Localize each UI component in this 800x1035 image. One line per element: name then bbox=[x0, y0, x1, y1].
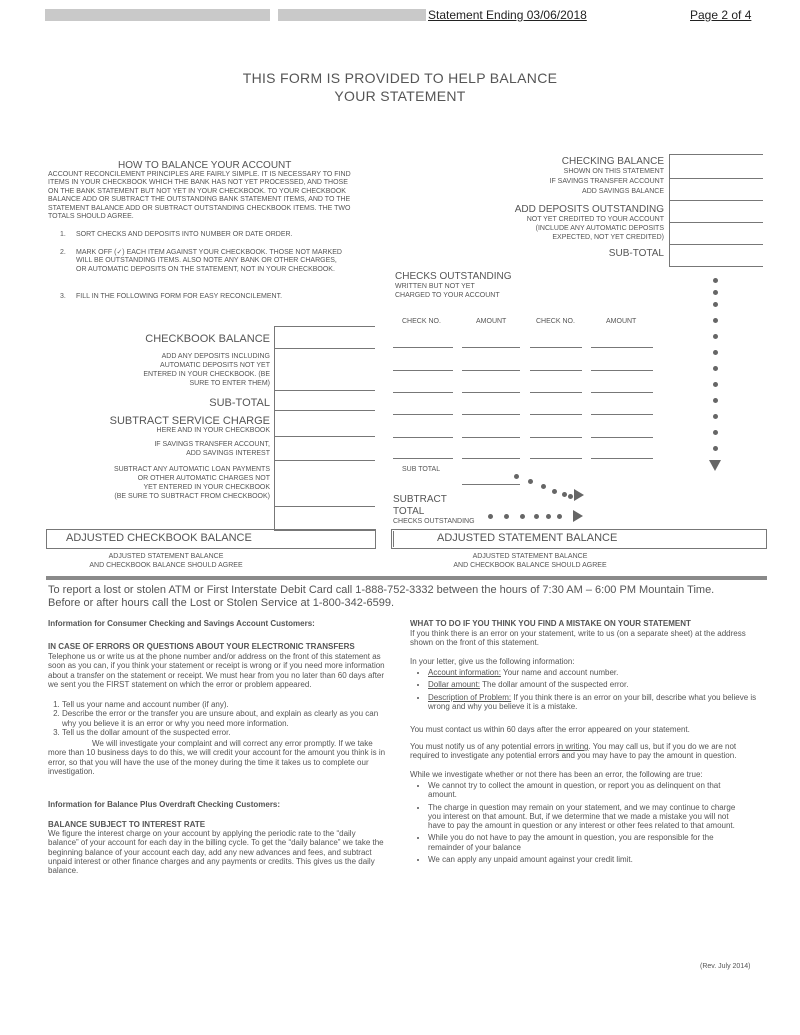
check-row-2-amt[interactable] bbox=[462, 370, 520, 371]
arrow-right-icon-1 bbox=[574, 489, 584, 501]
check-row-4-amt[interactable] bbox=[462, 414, 520, 415]
info-item-1 bbox=[428, 668, 762, 677]
dot-arrow-down-2 bbox=[713, 290, 718, 295]
note-right-a: ADJUSTED STATEMENT BALANCE bbox=[472, 553, 588, 560]
note-right-b: AND CHECKBOOK BALANCE SHOULD AGREE bbox=[453, 562, 607, 569]
dot-diag-3 bbox=[541, 484, 546, 489]
total-label: TOTAL bbox=[393, 506, 425, 517]
how-to-step-2: MARK OFF (✓) EACH ITEM AGAINST YOUR CHECKBOOK. THOSE NOT MARKED WILL BE OUTSTANDING ITEMS. ALSO NOTE ANY BANK OR OTHER CHARGES, OR AUTOMATIC DEPOSITS ON THE STATEMENT, NOT IN YOUR CHECKBOOK. bbox=[76, 249, 342, 273]
check-row-1-no[interactable] bbox=[393, 347, 453, 348]
right-box-vline bbox=[669, 154, 670, 266]
subtract-label: SUBTRACT bbox=[393, 494, 447, 505]
dot-row-6 bbox=[557, 514, 562, 519]
while-item-1: • We cannot try to collect the amount in question, or report you as delinquent on that amount. bbox=[428, 781, 748, 800]
dot-row-1 bbox=[488, 514, 493, 519]
checkbook-balance-label: CHECKBOOK BALANCE bbox=[145, 333, 270, 345]
right-box-line-1 bbox=[669, 154, 763, 155]
info-item-2-label: Dollar amount: bbox=[428, 680, 481, 690]
check-row-3-amt[interactable] bbox=[462, 392, 520, 393]
loan-payments-field[interactable] bbox=[274, 506, 375, 507]
subtract-service-charge-label: SUBTRACT SERVICE CHARGE bbox=[109, 415, 270, 427]
lost-card-line1: To report a lost or stolen ATM or First Interstate Debit Card call 1-888-752-3332 between the hours of 7:30 AM – 6:00 PM Mountain Time. bbox=[48, 584, 715, 596]
errors-heading: IN CASE OF ERRORS OR QUESTIONS ABOUT YOUR ELECTRONIC TRANSFERS bbox=[48, 642, 355, 651]
dot-diag-1 bbox=[514, 474, 519, 479]
left-sub-total-field[interactable] bbox=[274, 410, 375, 411]
checks-sub-total-label: SUB TOTAL bbox=[402, 466, 441, 473]
dot-arrow-down-8 bbox=[713, 382, 718, 387]
dot-arrow-down-11 bbox=[713, 430, 718, 435]
checks-outstanding-heading: CHECKS OUTSTANDING bbox=[395, 271, 512, 282]
while-item-3: • While you do not have to pay the amount in question, you are responsible for the remainder of your balance bbox=[428, 833, 748, 852]
right-sub-total-field[interactable] bbox=[669, 266, 763, 267]
errors-item-2: 2. Describe the error or the transfer you are unsure about, and explain as clearly as you can why you believe it is an error or why you need more information. bbox=[62, 709, 388, 728]
check-row-4-no[interactable] bbox=[393, 414, 453, 415]
mistake-info-list bbox=[400, 668, 762, 714]
how-to-heading: HOW TO BALANCE YOUR ACCOUNT bbox=[118, 160, 292, 171]
dot-diag-2 bbox=[528, 479, 533, 484]
info-item-2 bbox=[428, 680, 762, 689]
mistake-contact: You must contact us within 60 days after the error appeared on your statement. bbox=[410, 725, 690, 734]
check-row-6-no2[interactable] bbox=[530, 458, 582, 459]
note-left-b: AND CHECKBOOK BALANCE SHOULD AGREE bbox=[89, 562, 243, 569]
dot-row-2 bbox=[504, 514, 509, 519]
section-divider bbox=[46, 576, 767, 580]
check-row-4-amt2[interactable] bbox=[591, 414, 653, 415]
dot-arrow-down-7 bbox=[713, 366, 718, 371]
how-to-step-1: SORT CHECKS AND DEPOSITS INTO NUMBER OR DATE ORDER. bbox=[76, 231, 293, 238]
check-row-2-amt2[interactable] bbox=[591, 370, 653, 371]
how-to-step-3: FILL IN THE FOLLOWING FORM FOR EASY RECONCILEMENT. bbox=[76, 293, 283, 300]
checkbook-balance-field[interactable] bbox=[274, 348, 375, 349]
dot-row-4 bbox=[534, 514, 539, 519]
page-number-label: Page 2 of 4 bbox=[690, 8, 752, 22]
left-sub-total-label: SUB-TOTAL bbox=[209, 397, 270, 409]
dot-diag-6 bbox=[568, 494, 573, 499]
check-row-3-amt2[interactable] bbox=[591, 392, 653, 393]
left-box-vline bbox=[274, 326, 275, 530]
check-row-1-amt2[interactable] bbox=[591, 347, 653, 348]
checks-sub-total-field[interactable] bbox=[462, 484, 520, 485]
loan-payments-line1: SUBTRACT ANY AUTOMATIC LOAN PAYMENTS bbox=[114, 466, 270, 473]
note-left-a: ADJUSTED STATEMENT BALANCE bbox=[108, 553, 224, 560]
dot-diag-4 bbox=[552, 489, 557, 494]
checking-balance-label: CHECKING BALANCE bbox=[561, 156, 664, 167]
add-savings-balance-label: ADD SAVINGS BALANCE bbox=[582, 188, 664, 195]
overdraft-heading: Information for Balance Plus Overdraft Checking Customers: bbox=[48, 800, 281, 809]
revision-label: (Rev. July 2014) bbox=[700, 963, 751, 970]
checks-outstanding-sub1: WRITTEN BUT NOT YET bbox=[395, 283, 475, 290]
loan-payments-line3: YET ENTERED IN YOUR CHECKBOOK bbox=[143, 484, 270, 491]
here-and-in-checkbook-label: HERE AND IN YOUR CHECKBOOK bbox=[156, 427, 270, 434]
check-row-4-no2[interactable] bbox=[530, 414, 582, 415]
check-row-3-no[interactable] bbox=[393, 392, 453, 393]
savings-interest-field[interactable] bbox=[274, 460, 375, 461]
investigate-text: We will investigate your complaint and will correct any error promptly. If we take more than 10 business days to do this, we will credit your account for the amount you think is in error, so that you will have the use of the money during the time it takes us to complete our investigation. bbox=[48, 739, 386, 776]
adjusted-statement-label: ADJUSTED STATEMENT BALANCE bbox=[437, 532, 618, 544]
dot-diag-5 bbox=[562, 492, 567, 497]
deposits-outstanding-field-2[interactable] bbox=[669, 244, 763, 245]
while-item-2: • The charge in question may remain on your statement, and we may continue to charge you interest on that amount. But, if we determine that we made a mistake you will not have to pay the amount in question or any interest or other fees related to that amount. bbox=[428, 803, 748, 831]
while-item-4: • We can apply any unpaid amount against your credit limit. bbox=[428, 855, 748, 864]
service-charge-field[interactable] bbox=[274, 436, 375, 437]
errors-list bbox=[40, 700, 388, 737]
info-item-3-text: If you think there is an error on your bill, describe what you believe is wrong and why you believe it is a mistake. bbox=[428, 692, 757, 711]
mistake-intro: If you think there is an error on your statement, write to us (on a separate sheet) at the address shown on the front of this statement. bbox=[410, 629, 746, 648]
col-amount-2: AMOUNT bbox=[606, 318, 637, 325]
info-item-3-label: Description of Problem: bbox=[428, 692, 512, 702]
mistake-notify bbox=[410, 742, 762, 761]
add-deposits-line4: SURE TO ENTER THEM) bbox=[189, 380, 270, 387]
dot-arrow-down-5 bbox=[713, 334, 718, 339]
consumer-heading: Information for Consumer Checking and Savings Account Customers: bbox=[48, 619, 315, 628]
check-row-6-no[interactable] bbox=[393, 458, 453, 459]
deposits-outstanding-field[interactable] bbox=[669, 222, 763, 223]
savings-balance-field[interactable] bbox=[669, 200, 763, 201]
interest-rate-text: We figure the interest charge on your account by applying the periodic rate to the “daily balance” of your account for each day in the billing cycle. To get the “daily balance” we take the beginning balance of your account each day, add any new advances and fees, and subtract unpaid interest or other finance charges and any payments or credits. This gives us the daily balance. bbox=[48, 829, 384, 876]
checks-outstanding-sub2: CHARGED TO YOUR ACCOUNT bbox=[395, 292, 500, 299]
arrow-right-icon-2 bbox=[573, 510, 583, 522]
dot-arrow-down-6 bbox=[713, 350, 718, 355]
adjusted-statement-left-edge bbox=[393, 531, 394, 547]
dot-arrow-down-1 bbox=[713, 278, 718, 283]
info-item-1-text: Your name and account number. bbox=[500, 668, 619, 677]
adjusted-checkbook-label: ADJUSTED CHECKBOOK BALANCE bbox=[66, 532, 252, 544]
header-redaction-1 bbox=[45, 9, 270, 21]
if-savings-transfer-left-label: IF SAVINGS TRANSFER ACCOUNT, bbox=[154, 441, 270, 448]
check-row-3-no2[interactable] bbox=[530, 392, 582, 393]
dot-arrow-down-9 bbox=[713, 398, 718, 403]
errors-text: Telephone us or write us at the phone number and/or address on the front of this statement as soon as you can, if you think your statement or receipt is wrong or if you need more information about a transfer on the statement or receipt. We must hear from you no later than 60 days after we sent you the FIRST statement on which the error or problem appeared. bbox=[48, 652, 385, 689]
not-credited-line1: NOT YET CREDITED TO YOUR ACCOUNT bbox=[526, 216, 664, 223]
form-title-line1: THIS FORM IS PROVIDED TO HELP BALANCE bbox=[242, 70, 558, 86]
shown-on-statement-label: SHOWN ON THIS STATEMENT bbox=[563, 168, 664, 175]
mistake-heading: WHAT TO DO IF YOU THINK YOU FIND A MISTAKE ON YOUR STATEMENT bbox=[410, 619, 691, 628]
notify-part-a: You must notify us of any potential errors bbox=[410, 742, 557, 751]
check-row-5-amt[interactable] bbox=[462, 437, 520, 438]
right-sub-total-label: SUB-TOTAL bbox=[608, 248, 664, 259]
add-savings-interest-label: ADD SAVINGS INTEREST bbox=[186, 450, 270, 457]
check-row-5-no2[interactable] bbox=[530, 437, 582, 438]
check-row-2-no[interactable] bbox=[393, 370, 453, 371]
add-deposits-outstanding-label: ADD DEPOSITS OUTSTANDING bbox=[514, 204, 664, 215]
add-deposits-line2: AUTOMATIC DEPOSITS NOT YET bbox=[160, 362, 270, 369]
check-row-5-no[interactable] bbox=[393, 437, 453, 438]
check-row-5-amt2[interactable] bbox=[591, 437, 653, 438]
loan-payments-line2: OR OTHER AUTOMATIC CHARGES NOT bbox=[137, 475, 270, 482]
dot-arrow-down-3 bbox=[713, 302, 718, 307]
check-row-6-amt[interactable] bbox=[462, 458, 520, 459]
loan-payments-line4: (BE SURE TO SUBTRACT FROM CHECKBOOK) bbox=[114, 493, 270, 500]
how-to-intro: ACCOUNT RECONCILEMENT PRINCIPLES ARE FAIRLY SIMPLE. IT IS NECESSARY TO FIND ITEMS IN YOUR CHECKBOOK WHICH THE BANK HAS NOT YET PROCESSED, AND THOSE ON THE BANK STATEMENT BUT NOT YET IN YOUR CHECKBOOK. TO YOUR CHECKBOOK BALANCE ADD OR SUBTRACT THE OUTSTANDING BANK STATEMENT ITEMS, AND TO THE STATEMENT BALANCE ADD OR SUBTRACT OUTSTANDING CHECKBOOK ITEMS. THE TWO TOTALS SHOULD AGREE. bbox=[48, 171, 351, 221]
errors-item-3: 3. Tell us the dollar amount of the suspected error. bbox=[62, 728, 388, 737]
add-deposits-field[interactable] bbox=[274, 390, 375, 391]
add-deposits-line1: ADD ANY DEPOSITS INCLUDING bbox=[161, 353, 270, 360]
how-to-step-3-num: 3. bbox=[60, 293, 66, 300]
errors-item-1: 1. Tell us your name and account number (if any). bbox=[62, 700, 388, 709]
lost-card-line2: Before or after hours call the Lost or Stolen Service at 1-800-342-6599. bbox=[48, 597, 395, 609]
header-redaction-2 bbox=[278, 9, 426, 21]
check-row-2-no2[interactable] bbox=[530, 370, 582, 371]
mistake-while: While we investigate whether or not there has been an error, the following are true: bbox=[410, 770, 703, 779]
how-to-step-2-num: 2. bbox=[60, 249, 66, 256]
dot-row-3 bbox=[520, 514, 525, 519]
info-item-1-label: Account information: bbox=[428, 668, 501, 677]
dot-arrow-down-12 bbox=[713, 446, 718, 451]
checking-balance-field[interactable] bbox=[669, 178, 763, 179]
dot-arrow-down-4 bbox=[713, 318, 718, 323]
not-credited-line2: (INCLUDE ANY AUTOMATIC DEPOSITS bbox=[535, 225, 664, 232]
info-item-2-text: The dollar amount of the suspected error. bbox=[480, 680, 629, 690]
checks-out-label: CHECKS OUTSTANDING bbox=[393, 518, 475, 525]
arrow-down-icon bbox=[709, 460, 721, 471]
interest-rate-heading: BALANCE SUBJECT TO INTEREST RATE bbox=[48, 820, 206, 829]
dot-row-5 bbox=[546, 514, 551, 519]
left-box-line-top bbox=[274, 326, 375, 327]
mistake-while-list bbox=[400, 781, 748, 867]
col-amount-1: AMOUNT bbox=[476, 318, 507, 325]
if-savings-transfer-label: IF SAVINGS TRANSFER ACCOUNT bbox=[549, 178, 664, 185]
check-row-6-amt2[interactable] bbox=[591, 458, 653, 459]
add-deposits-line3: ENTERED IN YOUR CHECKBOOK. (BE bbox=[143, 371, 270, 378]
notify-part-b: . You may call us, but if you do we are not required to investigate any potential errors and you may have to pay the amount in question. bbox=[410, 742, 737, 761]
info-item-3 bbox=[428, 693, 762, 712]
statement-ending-label: Statement Ending 03/06/2018 bbox=[428, 8, 587, 22]
form-title-line2: YOUR STATEMENT bbox=[334, 88, 466, 104]
check-row-1-no2[interactable] bbox=[530, 347, 582, 348]
col-check-no-1: CHECK NO. bbox=[402, 318, 441, 325]
check-row-1-amt[interactable] bbox=[462, 347, 520, 348]
notify-in-writing: in writing bbox=[556, 742, 589, 751]
not-credited-line3: EXPECTED, NOT YET CREDITED) bbox=[552, 234, 664, 241]
dot-arrow-down-10 bbox=[713, 414, 718, 419]
col-check-no-2: CHECK NO. bbox=[536, 318, 575, 325]
how-to-step-1-num: 1. bbox=[60, 231, 66, 238]
mistake-letter: In your letter, give us the following information: bbox=[410, 657, 575, 666]
